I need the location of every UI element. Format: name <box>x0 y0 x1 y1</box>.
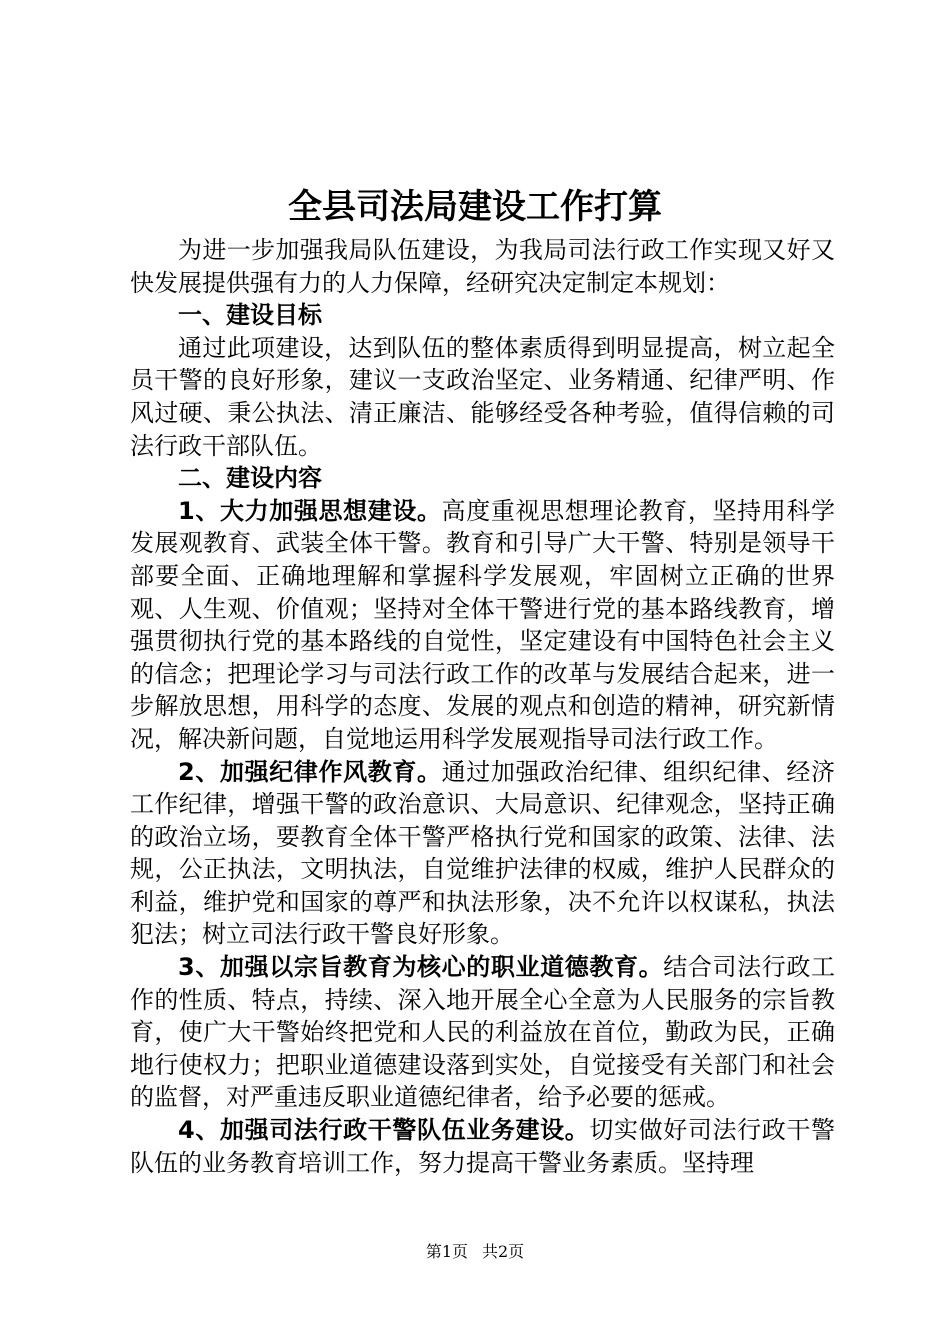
section-heading-content: 二、建设内容 <box>178 464 322 493</box>
goals-paragraph: 通过此项建设，达到队伍的整体素质得到明显提高，树立起全员干警的良好形象，建议一支政治坚定、业务精通、纪律严明、作风过硬、秉公执法、清正廉洁、能够经受各种考验，值得信赖的司法行政干部队伍。 <box>130 333 835 460</box>
page-number: 第1页 <box>425 1242 468 1261</box>
content-item-3-text: 结合司法行政工作的性质、特点，持续、深入地开展全心全意为人民服务的宗旨教育，使广大干警始终把党和人民的利益放在首位，勤政为民，正确地行使权力；把职业道德建设落到实处，自觉接受有关部门和社会的监督，对严重违反职业道德纪律者，给予必要的惩戒。 <box>130 953 835 1112</box>
content-item-3 <box>130 951 835 1114</box>
page-total: 共2页 <box>482 1242 525 1261</box>
content-item-1 <box>130 495 835 756</box>
content-item-4-lead: 4、加强司法行政干警队伍业务建设。 <box>178 1116 590 1145</box>
content-item-1-lead: 1、大力加强思想建设。 <box>178 496 442 525</box>
content-item-1-text: 高度重视思想理论教育，坚持用科学发展观教育、武装全体干警。教育和引导广大干警、特别是领导干部要全面、正确地理解和掌握科学发展观，牢固树立正确的世界观、人生观、价值观；坚持对全体干警进行党的基本路线教育，增强贯彻执行党的基本路线的自觉性，坚定建设有中国特色社会主义的信念；把理论学习与司法行政工作的改革与发展结合起来，进一步解放思想，用科学的态度、发展的观点和创造的精神，研究新情况，解决新问题，自觉地运用科学发展观指导司法行政工作。 <box>130 496 835 753</box>
content-item-4 <box>130 1114 835 1179</box>
content-item-2 <box>130 756 835 952</box>
content-item-2-lead: 2、加强纪律作风教育。 <box>178 757 442 786</box>
content-item-4-text: 切实做好司法行政干警队伍的业务教育培训工作，努力提高干警业务素质。坚持理 <box>130 1116 835 1177</box>
section-heading-goals: 一、建设目标 <box>178 301 322 330</box>
content-item-3-lead: 3、加强以宗旨教育为核心的职业道德教育。 <box>178 953 664 982</box>
document-title: 全县司法局建设工作打算 <box>288 187 662 227</box>
document-body <box>130 234 835 1179</box>
page-footer <box>0 1242 950 1262</box>
intro-paragraph: 为进一步加强我局队伍建设，为我局司法行政工作实现又好又快发展提供强有力的人力保障，经研究决定制定本规划： <box>130 236 835 297</box>
content-item-2-text: 通过加强政治纪律、组织纪律、经济工作纪律，增强干警的政治意识、大局意识、纪律观念，坚持正确的政治立场，要教育全体干警严格执行党和国家的政策、法律、法规，公正执法，文明执法，自觉维护法律的权威，维护人民群众的利益，维护党和国家的尊严和执法形象，决不允许以权谋私，执法犯法；树立司法行政干警良好形象。 <box>130 757 835 949</box>
